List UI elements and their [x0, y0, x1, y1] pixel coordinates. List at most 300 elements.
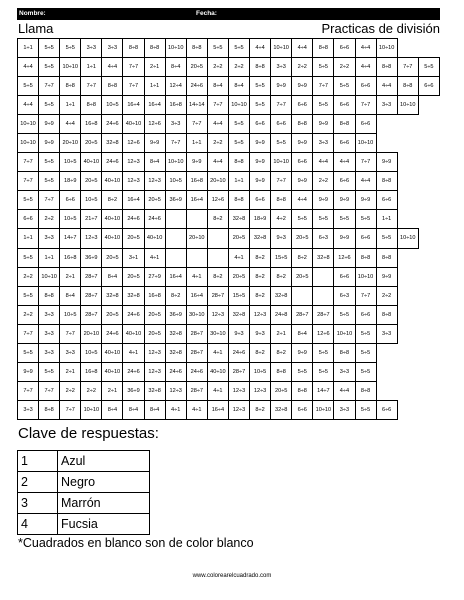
- grid-row: [18, 343, 440, 362]
- grid-cell: 16÷4: [186, 191, 207, 210]
- answer-key-title: Clave de respuestas:: [18, 425, 159, 442]
- grid-cell: 3÷3: [376, 96, 397, 115]
- grid-cell: 7÷7: [39, 77, 60, 96]
- grid-row: [18, 96, 440, 115]
- division-grid: [17, 38, 440, 420]
- grid-cell: 4÷4: [376, 77, 397, 96]
- grid-cell: 7÷7: [397, 58, 418, 77]
- grid-cell: 8÷8: [271, 191, 292, 210]
- grid-cell: 6÷6: [334, 134, 355, 153]
- grid-cell: 24÷8: [271, 305, 292, 324]
- grid-cell: 8÷2: [102, 191, 123, 210]
- blank-squares-note: *Cuadrados en blanco son de color blanco: [18, 536, 254, 550]
- grid-cell: 18÷9: [250, 210, 271, 229]
- grid-cell: 20÷5: [144, 324, 165, 343]
- grid-cell: 4÷4: [18, 96, 39, 115]
- grid-cell: 9÷9: [376, 153, 397, 172]
- grid-cell: 3÷3: [165, 115, 186, 134]
- grid-cell: 10÷5: [250, 362, 271, 381]
- grid-cell: 9÷9: [292, 343, 313, 362]
- grid-cell: 8÷8: [123, 39, 144, 58]
- grid-row: [18, 248, 440, 267]
- grid-cell: 7÷7: [60, 324, 81, 343]
- grid-cell: 4÷4: [355, 58, 376, 77]
- grid-cell: 32÷8: [271, 400, 292, 419]
- grid-cell: 5÷5: [250, 96, 271, 115]
- grid-cell: 3÷3: [334, 362, 355, 381]
- key-color: Negro: [58, 472, 150, 493]
- grid-cell: 27÷9: [144, 267, 165, 286]
- grid-cell: 40÷10: [207, 362, 228, 381]
- grid-cell: 7÷7: [18, 324, 39, 343]
- grid-row: [18, 58, 440, 77]
- grid-cell: 10÷5: [60, 153, 81, 172]
- grid-cell: 16÷8: [144, 286, 165, 305]
- grid-cell: 32÷8: [250, 229, 271, 248]
- grid-cell: 8÷4: [102, 400, 123, 419]
- grid-cell: 4÷1: [207, 381, 228, 400]
- grid-cell: 12÷4: [165, 77, 186, 96]
- grid-cell: 4÷4: [334, 153, 355, 172]
- grid-row: [18, 267, 440, 286]
- grid-cell: 9÷9: [313, 115, 334, 134]
- grid-cell: 8÷4: [207, 77, 228, 96]
- grid-cell: 24÷6: [123, 210, 144, 229]
- grid-cell: 7÷7: [81, 77, 102, 96]
- grid-cell: 9÷9: [250, 172, 271, 191]
- grid-cell: 1÷1: [228, 172, 249, 191]
- grid-cell: 10÷10: [355, 267, 376, 286]
- grid-cell: 40÷10: [102, 172, 123, 191]
- grid-cell: 6÷6: [18, 210, 39, 229]
- grid-cell: 5÷5: [313, 96, 334, 115]
- grid-cell: 2÷2: [18, 267, 39, 286]
- grid-row: [18, 153, 440, 172]
- grid-cell: 20÷10: [207, 172, 228, 191]
- grid-cell: [207, 229, 228, 248]
- grid-cell: 4÷1: [186, 400, 207, 419]
- grid-cell: 8÷4: [292, 324, 313, 343]
- grid-cell: 9÷9: [292, 134, 313, 153]
- grid-cell: 6÷3: [334, 286, 355, 305]
- grid-cell: 8÷8: [355, 248, 376, 267]
- grid-cell: 8÷4: [165, 58, 186, 77]
- grid-cell: 8÷8: [292, 381, 313, 400]
- grid-cell: 16÷4: [123, 96, 144, 115]
- grid-cell: 32÷8: [271, 286, 292, 305]
- grid-row: [18, 39, 440, 58]
- grid-cell: 40÷10: [102, 229, 123, 248]
- grid-row: [18, 210, 440, 229]
- grid-cell: 12÷3: [123, 172, 144, 191]
- grid-cell: 4÷4: [334, 381, 355, 400]
- grid-cell: 2÷1: [60, 267, 81, 286]
- grid-cell: 6÷6: [355, 77, 376, 96]
- grid-cell: [186, 210, 207, 229]
- grid-cell: [165, 248, 186, 267]
- grid-cell: 5÷5: [39, 172, 60, 191]
- grid-cell: 28÷7: [186, 343, 207, 362]
- grid-cell: 8÷8: [376, 248, 397, 267]
- grid-cell: 5÷5: [39, 96, 60, 115]
- grid-cell: 12÷6: [207, 191, 228, 210]
- grid-cell: 20÷5: [144, 305, 165, 324]
- grid-cell: 5÷5: [334, 77, 355, 96]
- grid-cell: 7÷7: [355, 286, 376, 305]
- grid-cell: 8÷8: [102, 77, 123, 96]
- grid-cell: 7÷7: [60, 400, 81, 419]
- grid-cell: 28÷7: [313, 305, 334, 324]
- grid-cell: 20÷5: [292, 229, 313, 248]
- grid-cell: 2÷1: [271, 324, 292, 343]
- grid-cell: 1÷1: [376, 210, 397, 229]
- grid-cell: 36÷9: [81, 248, 102, 267]
- grid-row: [18, 362, 440, 381]
- grid-row: [18, 172, 440, 191]
- grid-cell: 5÷5: [18, 248, 39, 267]
- grid-cell: 3÷3: [102, 39, 123, 58]
- grid-cell: 1÷1: [186, 134, 207, 153]
- grid-cell: 4÷4: [102, 58, 123, 77]
- grid-cell: 36÷9: [123, 381, 144, 400]
- grid-row: [18, 305, 440, 324]
- grid-cell: 12÷6: [123, 134, 144, 153]
- grid-cell: 5÷5: [313, 210, 334, 229]
- grid-cell: 20÷5: [144, 191, 165, 210]
- grid-cell: 5÷5: [228, 39, 249, 58]
- grid-cell: 8÷2: [271, 267, 292, 286]
- key-row: [18, 472, 150, 493]
- grid-cell: 4÷4: [207, 115, 228, 134]
- grid-cell: 8÷2: [271, 343, 292, 362]
- grid-cell: 5÷5: [271, 134, 292, 153]
- grid-cell: 8÷4: [102, 267, 123, 286]
- grid-cell: 24÷6: [102, 324, 123, 343]
- grid-cell: 6÷6: [334, 172, 355, 191]
- grid-cell: 20÷5: [228, 267, 249, 286]
- grid-cell: 9÷9: [376, 267, 397, 286]
- grid-cell: 10÷5: [81, 191, 102, 210]
- grid-cell: 4÷1: [228, 248, 249, 267]
- grid-cell: 5÷5: [292, 210, 313, 229]
- grid-cell: 5÷5: [334, 210, 355, 229]
- grid-cell: 12÷3: [250, 305, 271, 324]
- grid-row: [18, 115, 440, 134]
- grid-cell: 36÷9: [165, 305, 186, 324]
- grid-cell: 7÷7: [355, 96, 376, 115]
- grid-cell: 4÷1: [144, 248, 165, 267]
- grid-cell: 28÷7: [81, 305, 102, 324]
- grid-cell: 10÷10: [18, 115, 39, 134]
- grid-cell: 8÷4: [60, 286, 81, 305]
- grid-cell: 6÷6: [334, 96, 355, 115]
- grid-cell: 1÷1: [18, 229, 39, 248]
- grid-cell: 2÷2: [334, 58, 355, 77]
- grid-cell: 18÷9: [60, 172, 81, 191]
- grid-cell: 14÷7: [60, 229, 81, 248]
- grid-row: [18, 229, 440, 248]
- grid-cell: 7÷7: [313, 77, 334, 96]
- grid-cell: 10÷10: [18, 134, 39, 153]
- grid-cell: 10÷5: [165, 172, 186, 191]
- grid-cell: 10÷5: [81, 343, 102, 362]
- grid-cell: 28÷7: [186, 381, 207, 400]
- grid-cell: 20÷10: [186, 229, 207, 248]
- grid-row: [18, 324, 440, 343]
- grid-cell: 2÷2: [313, 172, 334, 191]
- grid-cell: 32÷8: [123, 286, 144, 305]
- grid-cell: 12÷3: [228, 400, 249, 419]
- grid-cell: 16÷4: [123, 191, 144, 210]
- grid-cell: 5÷5: [355, 210, 376, 229]
- grid-cell: 5÷5: [250, 77, 271, 96]
- grid-cell: 32÷8: [165, 343, 186, 362]
- grid-cell: 5÷5: [18, 77, 39, 96]
- grid-cell: 10÷10: [165, 153, 186, 172]
- grid-cell: 8÷4: [123, 400, 144, 419]
- grid-cell: 4÷1: [123, 343, 144, 362]
- grid-cell: 40÷10: [81, 153, 102, 172]
- grid-cell: 5÷5: [18, 191, 39, 210]
- grid-cell: 20÷5: [228, 229, 249, 248]
- grid-cell: 2÷1: [102, 381, 123, 400]
- grid-cell: 6÷6: [334, 39, 355, 58]
- grid-cell: 36÷9: [165, 191, 186, 210]
- key-row: [18, 451, 150, 472]
- grid-cell: 16÷8: [60, 248, 81, 267]
- grid-cell: 5÷5: [313, 362, 334, 381]
- grid-cell: 7÷7: [186, 115, 207, 134]
- grid-cell: 10÷10: [376, 39, 397, 58]
- grid-cell: 32÷8: [102, 286, 123, 305]
- grid-cell: 12÷3: [123, 153, 144, 172]
- grid-cell: 12÷3: [165, 381, 186, 400]
- grid-cell: 12÷3: [144, 343, 165, 362]
- grid-cell: 10÷10: [355, 134, 376, 153]
- grid-cell: 6÷6: [292, 153, 313, 172]
- grid-cell: [186, 248, 207, 267]
- grid-cell: 5÷5: [334, 305, 355, 324]
- key-row: [18, 493, 150, 514]
- grid-cell: 12÷3: [144, 362, 165, 381]
- grid-cell: 3÷3: [271, 58, 292, 77]
- worksheet-title: Llama: [18, 21, 54, 36]
- grid-cell: 8÷8: [334, 343, 355, 362]
- grid-cell: 4÷1: [207, 343, 228, 362]
- grid-cell: 40÷10: [123, 324, 144, 343]
- grid-cell: 14÷7: [313, 381, 334, 400]
- grid-cell: 8÷8: [60, 77, 81, 96]
- grid-cell: 12÷6: [144, 115, 165, 134]
- grid-cell: 16÷4: [207, 400, 228, 419]
- grid-cell: 5÷5: [355, 324, 376, 343]
- grid-cell: [292, 286, 313, 305]
- grid-cell: 30÷10: [207, 324, 228, 343]
- grid-cell: 24÷6: [144, 210, 165, 229]
- grid-cell: 24÷6: [186, 362, 207, 381]
- grid-cell: 28÷7: [228, 362, 249, 381]
- grid-cell: 24÷6: [123, 362, 144, 381]
- grid-cell: 8÷2: [250, 248, 271, 267]
- grid-cell: 8÷8: [334, 115, 355, 134]
- grid-cell: 8÷8: [271, 362, 292, 381]
- grid-cell: 5÷5: [39, 153, 60, 172]
- grid-cell: 3÷3: [81, 39, 102, 58]
- grid-cell: 40÷10: [102, 362, 123, 381]
- grid-cell: 3÷3: [334, 400, 355, 419]
- grid-cell: 2÷2: [207, 58, 228, 77]
- grid-cell: 3÷3: [39, 305, 60, 324]
- grid-cell: 12÷3: [144, 172, 165, 191]
- grid-cell: 20÷5: [123, 267, 144, 286]
- grid-cell: 1÷1: [144, 77, 165, 96]
- key-color: Azul: [58, 451, 150, 472]
- grid-cell: 28÷7: [81, 286, 102, 305]
- grid-cell: 28÷7: [186, 324, 207, 343]
- grid-cell: 10÷10: [39, 267, 60, 286]
- grid-cell: 12÷6: [334, 248, 355, 267]
- grid-cell: 6÷6: [334, 267, 355, 286]
- grid-cell: 2÷2: [292, 58, 313, 77]
- grid-cell: 6÷6: [355, 115, 376, 134]
- grid-cell: 16÷4: [165, 267, 186, 286]
- grid-cell: 9÷3: [271, 229, 292, 248]
- grid-cell: 7÷7: [18, 381, 39, 400]
- grid-cell: 5÷5: [18, 343, 39, 362]
- header-bar: [17, 8, 440, 20]
- grid-cell: 16÷8: [186, 172, 207, 191]
- grid-cell: 2÷2: [207, 134, 228, 153]
- grid-cell: 6÷6: [292, 96, 313, 115]
- grid-cell: 20÷5: [292, 267, 313, 286]
- grid-cell: 24÷6: [186, 77, 207, 96]
- grid-cell: 3÷3: [39, 324, 60, 343]
- grid-cell: 2÷2: [81, 381, 102, 400]
- grid-row: [18, 400, 440, 419]
- grid-cell: 5÷5: [39, 362, 60, 381]
- grid-cell: 4÷4: [60, 115, 81, 134]
- grid-cell: 8÷2: [207, 267, 228, 286]
- grid-cell: 8÷4: [228, 77, 249, 96]
- grid-cell: 9÷3: [228, 324, 249, 343]
- grid-cell: 8÷2: [165, 286, 186, 305]
- grid-cell: 10÷5: [60, 210, 81, 229]
- grid-cell: 10÷10: [271, 153, 292, 172]
- grid-cell: [313, 267, 334, 286]
- grid-cell: 7÷7: [39, 191, 60, 210]
- grid-cell: 7÷7: [123, 77, 144, 96]
- grid-cell: 40÷10: [144, 229, 165, 248]
- grid-cell: 12÷3: [228, 381, 249, 400]
- grid-row: [18, 134, 440, 153]
- grid-cell: 16÷8: [81, 115, 102, 134]
- grid-cell: 16÷8: [81, 362, 102, 381]
- grid-cell: 3÷3: [39, 229, 60, 248]
- grid-cell: 10÷10: [228, 96, 249, 115]
- grid-cell: 9÷9: [250, 134, 271, 153]
- key-color: Fucsia: [58, 514, 150, 535]
- grid-row: [18, 191, 440, 210]
- grid-cell: 6÷6: [376, 191, 397, 210]
- grid-row: [18, 77, 440, 96]
- grid-cell: 5÷5: [39, 58, 60, 77]
- grid-cell: 4÷1: [165, 400, 186, 419]
- grid-cell: 8÷4: [144, 153, 165, 172]
- grid-cell: 10÷10: [397, 229, 418, 248]
- grid-cell: 5÷5: [228, 115, 249, 134]
- grid-cell: 12÷6: [313, 324, 334, 343]
- grid-cell: 8÷2: [250, 286, 271, 305]
- grid-cell: 4÷4: [18, 58, 39, 77]
- grid-cell: 8÷2: [207, 210, 228, 229]
- grid-cell: 8÷8: [81, 96, 102, 115]
- grid-cell: 2÷2: [39, 210, 60, 229]
- grid-cell: 16÷4: [144, 96, 165, 115]
- grid-cell: 5÷5: [355, 400, 376, 419]
- grid-cell: 9÷9: [313, 191, 334, 210]
- grid-cell: 6÷6: [355, 305, 376, 324]
- grid-cell: 5÷5: [292, 362, 313, 381]
- grid-cell: [165, 210, 186, 229]
- grid-cell: 16÷4: [186, 286, 207, 305]
- grid-cell: 6÷6: [418, 77, 439, 96]
- grid-cell: 2÷2: [228, 58, 249, 77]
- grid-cell: 2÷2: [60, 381, 81, 400]
- grid-cell: 7÷7: [355, 153, 376, 172]
- grid-cell: 5÷5: [228, 134, 249, 153]
- key-row: [18, 514, 150, 535]
- key-number: 1: [18, 451, 58, 472]
- grid-cell: 5÷5: [313, 58, 334, 77]
- grid-cell: 12÷3: [207, 305, 228, 324]
- grid-cell: 5÷5: [39, 39, 60, 58]
- grid-cell: 8÷8: [376, 58, 397, 77]
- grid-cell: 6÷6: [271, 115, 292, 134]
- grid-cell: 9÷9: [144, 134, 165, 153]
- grid-cell: 8÷8: [186, 39, 207, 58]
- footer-url: www.colorearelcuadrado.com: [192, 573, 272, 579]
- grid-cell: 5÷5: [207, 39, 228, 58]
- grid-cell: 28÷7: [292, 305, 313, 324]
- grid-cell: 2÷1: [60, 362, 81, 381]
- grid-cell: 20÷5: [81, 134, 102, 153]
- grid-cell: 8÷8: [250, 58, 271, 77]
- grid-cell: 9÷3: [250, 324, 271, 343]
- grid-cell: 2÷1: [144, 58, 165, 77]
- grid-cell: 20÷5: [102, 248, 123, 267]
- grid-cell: 9÷9: [334, 229, 355, 248]
- grid-cell: 8÷8: [397, 77, 418, 96]
- grid-cell: 8÷4: [144, 400, 165, 419]
- grid-cell: 12÷3: [250, 381, 271, 400]
- grid-cell: 2÷2: [376, 286, 397, 305]
- grid-cell: 10÷5: [102, 96, 123, 115]
- worksheet-subtitle: Practicas de división: [321, 21, 440, 36]
- date-label: Fecha:: [196, 10, 217, 17]
- grid-cell: 20÷5: [271, 381, 292, 400]
- grid-cell: 7÷7: [207, 96, 228, 115]
- grid-cell: 24÷6: [228, 343, 249, 362]
- grid-cell: 9÷9: [355, 191, 376, 210]
- grid-cell: 1÷1: [39, 248, 60, 267]
- grid-cell: 9÷9: [292, 77, 313, 96]
- grid-cell: 40÷10: [123, 115, 144, 134]
- grid-cell: 40÷10: [102, 210, 123, 229]
- grid-cell: 4÷4: [355, 172, 376, 191]
- key-number: 3: [18, 493, 58, 514]
- grid-cell: 5÷5: [376, 229, 397, 248]
- grid-row: [18, 381, 440, 400]
